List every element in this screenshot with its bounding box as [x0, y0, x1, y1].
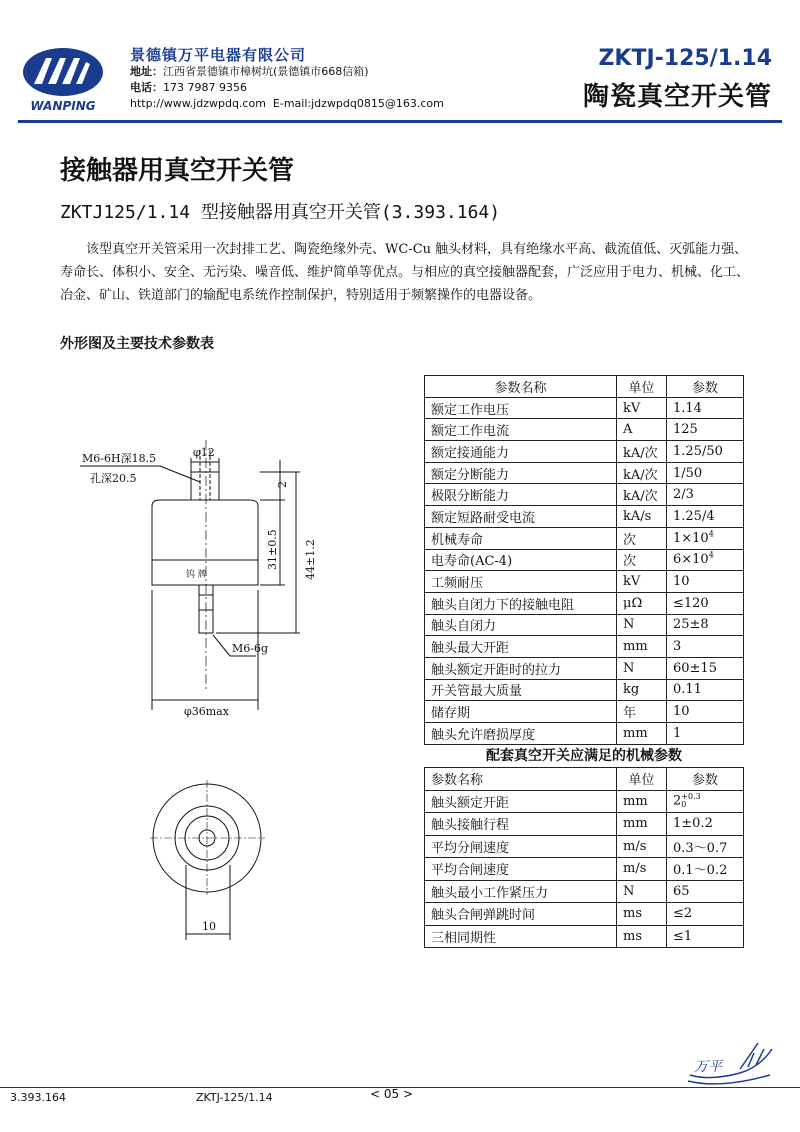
param-value-text: 0.11 — [673, 682, 702, 698]
param-name-text: 触头自闭力下的接触电阻 — [431, 597, 575, 613]
param-name-cell — [425, 592, 617, 614]
table-row — [425, 484, 744, 506]
param-unit-text: N — [623, 617, 635, 633]
table-row — [425, 592, 744, 614]
col-header-name: 参数名称 — [425, 376, 617, 398]
param-name-text: 平均合闸速度 — [431, 863, 510, 879]
signature-mark — [680, 1035, 780, 1089]
param-value-text: 2/3 — [673, 487, 694, 503]
param-unit-cell — [617, 679, 667, 701]
param-value-cell — [667, 397, 744, 419]
param-unit-text: mm — [623, 793, 648, 809]
param-name-text: 三相同期性 — [431, 930, 497, 946]
param-value-text: 3 — [673, 639, 682, 655]
param-name-text: 开关管最大质量 — [431, 684, 523, 700]
table-header-row — [425, 768, 744, 791]
param-value-cell — [667, 484, 744, 506]
col-header-name: 参数名称 — [425, 768, 617, 791]
param-value-text: 1.25/50 — [673, 443, 723, 459]
param-name-text: 触头合闸弹跳时间 — [431, 908, 536, 924]
param-name-text: 极限分断能力 — [431, 489, 510, 505]
param-unit-text: mm — [623, 816, 648, 832]
table-row — [425, 527, 744, 549]
param-name-cell — [425, 419, 617, 441]
param-value-cell — [667, 835, 744, 858]
param-unit-cell — [617, 858, 667, 881]
param-value-cell — [667, 571, 744, 593]
param-name-text: 平均分闸速度 — [431, 840, 510, 856]
param-unit-text: kg — [623, 682, 640, 698]
company-contact — [130, 96, 550, 112]
param-unit-text: ms — [623, 928, 642, 944]
param-unit-text: ms — [623, 906, 642, 922]
param-value-text: 1.14 — [673, 400, 702, 416]
param-value-cell — [667, 925, 744, 948]
param-unit-cell — [617, 484, 667, 506]
param-unit-cell — [617, 592, 667, 614]
page-header — [0, 0, 800, 118]
table-row — [425, 723, 744, 745]
param-name-cell — [425, 679, 617, 701]
table-row — [425, 903, 744, 926]
param-name-cell — [425, 925, 617, 948]
table-row — [425, 835, 744, 858]
exponent: 4 — [708, 551, 714, 561]
param-unit-text: 年 — [623, 706, 637, 722]
label-dim-31: 31±0.5 — [266, 529, 279, 570]
label-m6g: M6-6g — [232, 642, 269, 655]
param-unit-text: A — [623, 422, 633, 438]
company-name: 景德镇万平电器有限公司 — [130, 46, 307, 64]
param-unit-cell — [617, 527, 667, 549]
param-name-cell — [425, 880, 617, 903]
param-value-text: 10 — [673, 704, 690, 720]
email-label: E-mail: — [272, 97, 312, 110]
param-name-cell — [425, 549, 617, 571]
param-value-cell — [667, 636, 744, 658]
param-unit-cell — [617, 880, 667, 903]
param-value-cell — [667, 880, 744, 903]
col-header-unit: 单位 — [617, 768, 667, 791]
param-value-cell — [667, 419, 744, 441]
param-value-cell — [667, 657, 744, 679]
label-hole-depth: 孔深20.5 — [90, 472, 137, 485]
address-value: 江西省景德镇市樟树坑(景德镇市668信箱) — [163, 65, 369, 78]
table-row — [425, 462, 744, 484]
tolerance-upper: +0.3 — [681, 792, 701, 802]
param-value-text: 65 — [673, 883, 690, 899]
param-value-text: 60±15 — [673, 660, 717, 676]
table-row — [425, 790, 744, 813]
param-unit-cell — [617, 813, 667, 836]
param-name-cell — [425, 397, 617, 419]
param-value-text: 125 — [673, 422, 698, 438]
company-address — [130, 64, 550, 80]
param-name-text: 电寿命(AC-4) — [431, 554, 513, 570]
product-title: 陶瓷真空开关管 — [582, 82, 772, 112]
table-row — [425, 441, 744, 463]
param-unit-text: kV — [623, 574, 641, 590]
header-divider — [18, 120, 782, 123]
table-row — [425, 858, 744, 881]
param-value-text: 2 — [673, 793, 682, 809]
section-title: 外形图及主要技术参数表 — [60, 336, 214, 352]
param-name-text: 触头最小工作紧压力 — [431, 885, 549, 901]
param-value-text: 1×10 — [673, 530, 709, 546]
param-value-text: 1±0.2 — [673, 816, 713, 832]
label-dia12: φ12 — [193, 446, 215, 459]
param-unit-cell — [617, 701, 667, 723]
param-name-text: 触头额定开距时的拉力 — [431, 662, 562, 678]
table-row — [425, 679, 744, 701]
label-dim-2: 2 — [276, 481, 289, 488]
param-unit-cell — [617, 571, 667, 593]
outline-drawing-bottom — [150, 770, 270, 950]
param-unit-cell — [617, 790, 667, 813]
param-name-cell — [425, 790, 617, 813]
page-subtitle: ZKTJ125/1.14 型接触器用真空开关管(3.393.164) — [60, 202, 501, 223]
footer-model: ZKTJ-125/1.14 — [196, 1091, 273, 1104]
param-name-text: 工频耐压 — [431, 576, 484, 592]
param-value-cell — [667, 903, 744, 926]
param-name-text: 额定分断能力 — [431, 467, 510, 483]
outline-drawing-side — [60, 420, 360, 740]
label-thread: M6-6H深18.5 — [82, 452, 157, 465]
param-value-cell — [667, 723, 744, 745]
table-row — [425, 701, 744, 723]
param-name-text: 触头最大开距 — [431, 641, 510, 657]
param-unit-text: 次 — [623, 532, 637, 548]
param-value-text: 10 — [673, 574, 690, 590]
param-name-cell — [425, 614, 617, 636]
param-name-cell — [425, 835, 617, 858]
param-name-text: 额定工作电压 — [431, 402, 510, 418]
param-name-cell — [425, 858, 617, 881]
table-row — [425, 614, 744, 636]
param-name-cell — [425, 441, 617, 463]
param-unit-text: m/s — [623, 861, 647, 877]
company-phone — [130, 80, 550, 96]
param-name-text: 额定工作电流 — [431, 424, 510, 440]
page-footer — [0, 1059, 800, 1132]
param-unit-text: 次 — [623, 554, 637, 570]
phone-label: 电话： — [130, 81, 163, 94]
param-name-cell — [425, 462, 617, 484]
param-unit-text: N — [623, 660, 635, 676]
page-number: < 05 > — [370, 1087, 414, 1101]
table-row — [425, 925, 744, 948]
table-row — [425, 657, 744, 679]
param-name-cell — [425, 527, 617, 549]
param-unit-cell — [617, 462, 667, 484]
param-value-cell — [667, 462, 744, 484]
param-value-text: ≤1 — [673, 928, 693, 944]
param-value-cell — [667, 441, 744, 463]
param-value-cell — [667, 549, 744, 571]
label-dia36: φ36max — [184, 705, 229, 718]
tech-params-table — [424, 375, 744, 745]
mech-params-title: 配套真空开关应满足的机械参数 — [486, 748, 682, 764]
mech-params-table — [424, 767, 744, 948]
param-value-cell — [667, 813, 744, 836]
param-name-text: 储存期 — [431, 706, 471, 722]
exponent: 4 — [708, 529, 714, 539]
param-unit-cell — [617, 441, 667, 463]
phone-value: 173 7987 9356 — [163, 81, 247, 94]
label-dim-10: 10 — [202, 920, 216, 933]
table-row — [425, 397, 744, 419]
param-unit-cell — [617, 419, 667, 441]
param-value-text: 0.3～0.7 — [673, 840, 728, 856]
col-header-value: 参数 — [667, 768, 744, 791]
label-dim-44: 44±1.2 — [304, 539, 317, 580]
param-value-cell — [667, 527, 744, 549]
product-description: 该型真空开关管采用一次封排工艺、陶瓷绝缘外壳、WC-Cu 触头材料，具有绝缘水平高、截流值低、灭弧能力强、寿命长、体积小、安全、无污染、噪音低、维护简单等优点。与相应的真空接触器配套，广泛应用于电力、机械、化工、冶金、矿山、铁道部门的输配电系统作控制保护，特别适用于频繁操作的电器设备。 — [60, 242, 750, 303]
table-row — [425, 549, 744, 571]
param-value-cell — [667, 679, 744, 701]
param-unit-text: mm — [623, 725, 648, 741]
table-row — [425, 636, 744, 658]
table-row — [425, 813, 744, 836]
tolerance — [681, 793, 700, 809]
table-row — [425, 571, 744, 593]
product-code: ZKTJ-125/1.14 — [598, 46, 772, 71]
param-unit-cell — [617, 549, 667, 571]
company-logo — [20, 44, 106, 116]
col-header-value: 参数 — [667, 376, 744, 398]
footer-doc-number: 3.393.164 — [10, 1091, 66, 1104]
param-unit-cell — [617, 657, 667, 679]
param-unit-text: mm — [623, 639, 648, 655]
param-unit-text: kA/s — [623, 508, 652, 524]
param-name-text: 机械寿命 — [431, 532, 484, 548]
param-name-cell — [425, 484, 617, 506]
param-unit-text: kA/次 — [623, 489, 658, 505]
param-value-cell — [667, 858, 744, 881]
param-name-text: 额定短路耐受电流 — [431, 510, 536, 526]
param-unit-text: N — [623, 883, 635, 899]
param-unit-text: m/s — [623, 838, 647, 854]
param-unit-text: kV — [623, 400, 641, 416]
param-name-cell — [425, 723, 617, 745]
param-value-text: 1 — [673, 725, 682, 741]
param-name-text: 触头自闭力 — [431, 619, 497, 635]
table-row — [425, 419, 744, 441]
page-title: 接触器用真空开关管 — [60, 156, 295, 186]
param-unit-cell — [617, 925, 667, 948]
param-unit-cell — [617, 614, 667, 636]
param-name-text: 触头接触行程 — [431, 818, 510, 834]
table-row — [425, 880, 744, 903]
param-name-text: 触头允许磨损厚度 — [431, 727, 536, 743]
param-name-cell — [425, 636, 617, 658]
param-value-text: ≤120 — [673, 595, 709, 611]
table-row — [425, 506, 744, 528]
param-unit-cell — [617, 397, 667, 419]
table-header-row — [425, 376, 744, 398]
param-unit-text: kA/次 — [623, 445, 658, 461]
param-value-cell — [667, 701, 744, 723]
param-value-text: 25±8 — [673, 617, 709, 633]
param-value-text: ≤2 — [673, 906, 693, 922]
param-value-text: 0.1～0.2 — [673, 863, 728, 879]
param-value-cell — [667, 614, 744, 636]
param-unit-text: kA/次 — [623, 467, 658, 483]
param-unit-cell — [617, 506, 667, 528]
param-unit-cell — [617, 835, 667, 858]
tolerance-lower: 0 — [681, 800, 687, 810]
company-info — [130, 46, 550, 112]
param-value-cell — [667, 790, 744, 813]
website-link[interactable]: http://www.jdzwpdq.com — [130, 97, 266, 110]
param-name-cell — [425, 701, 617, 723]
param-value-text: 1/50 — [673, 465, 703, 481]
param-name-cell — [425, 657, 617, 679]
col-header-unit: 单位 — [617, 376, 667, 398]
param-value-cell — [667, 506, 744, 528]
param-name-text: 触头额定开距 — [431, 795, 510, 811]
email-link[interactable]: jdzwpdq0815@163.com — [311, 97, 444, 110]
param-value-text: 1.25/4 — [673, 508, 715, 524]
logo-text: WANPING — [30, 99, 96, 113]
param-value-cell — [667, 592, 744, 614]
label-band: 钨 牌 — [186, 570, 207, 580]
param-unit-cell — [617, 903, 667, 926]
address-label: 地址： — [130, 65, 163, 78]
param-name-cell — [425, 571, 617, 593]
param-name-text: 额定接通能力 — [431, 445, 510, 461]
param-name-cell — [425, 813, 617, 836]
param-name-cell — [425, 506, 617, 528]
param-unit-cell — [617, 636, 667, 658]
param-value-text: 6×10 — [673, 552, 709, 568]
sign-text: 万平 — [694, 1059, 722, 1075]
param-name-cell — [425, 903, 617, 926]
param-unit-cell — [617, 723, 667, 745]
param-unit-text: μΩ — [623, 595, 643, 611]
